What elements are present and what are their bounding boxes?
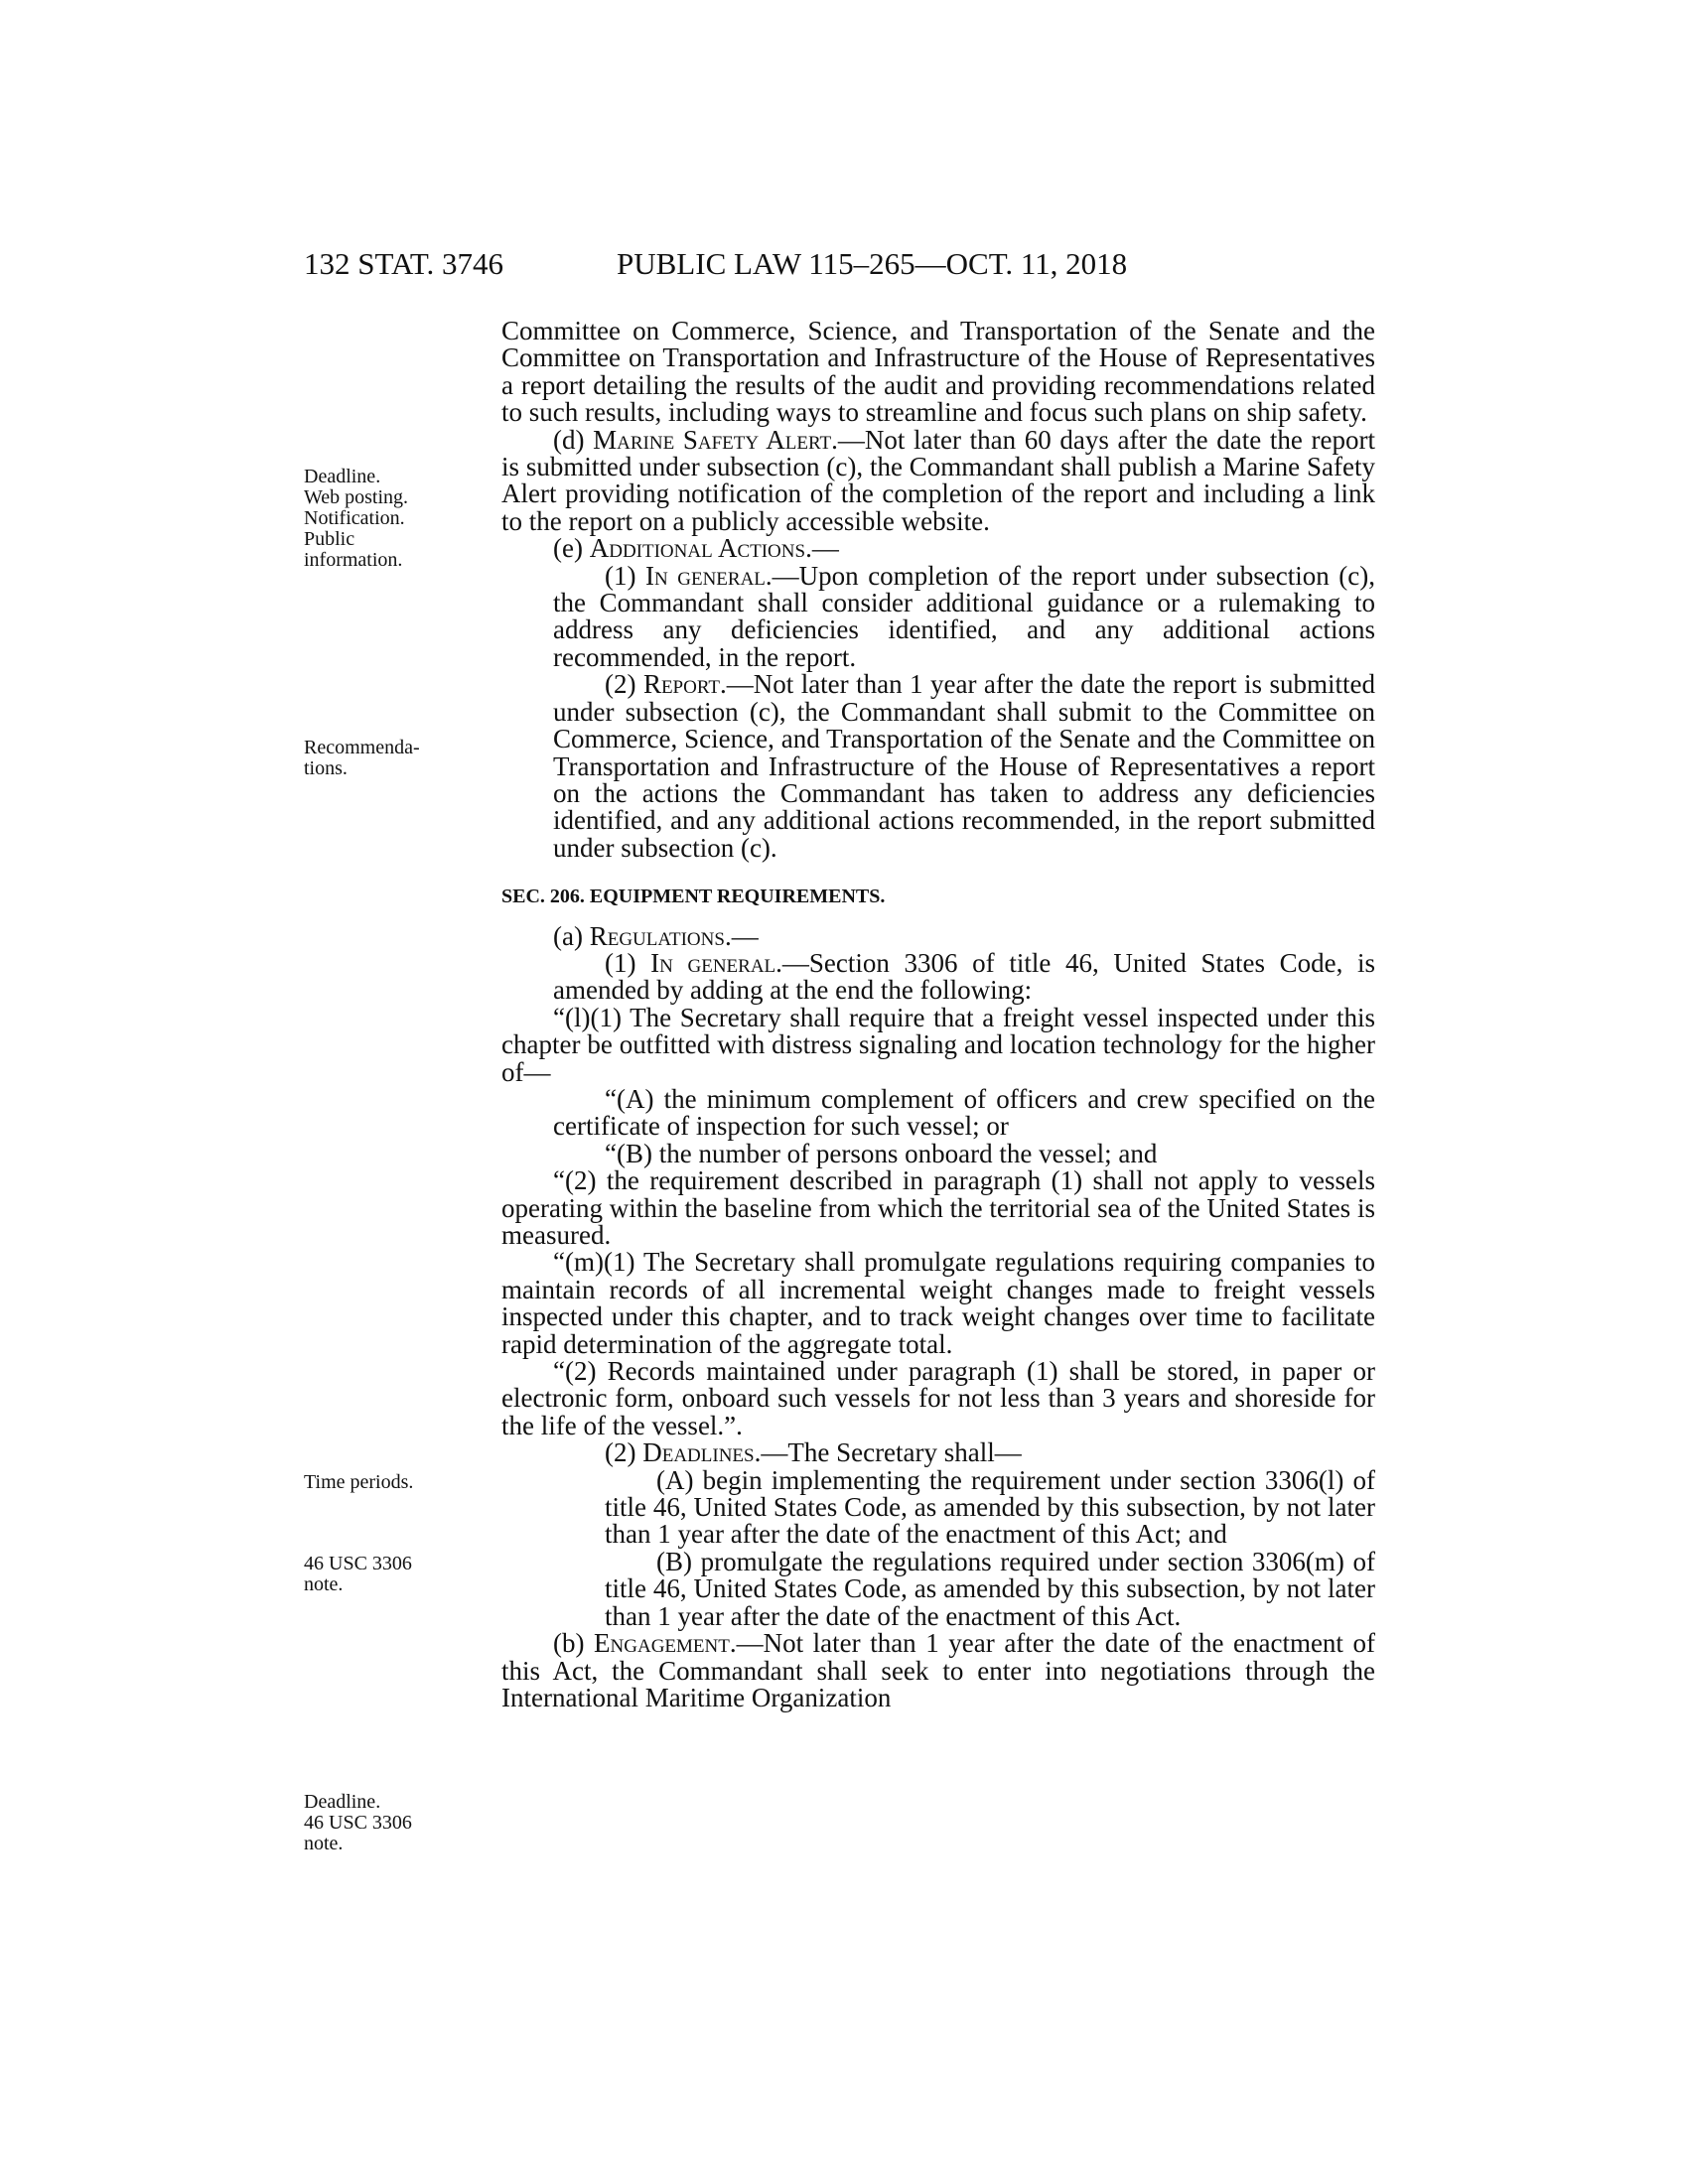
margin-note bbox=[304, 1472, 453, 1493]
paragraph-heading: In general. bbox=[645, 560, 773, 591]
subsection-heading: Regulations. bbox=[589, 920, 732, 951]
margin-note-line: Recommenda- bbox=[304, 737, 420, 758]
margin-note-line: Time periods. bbox=[304, 1471, 414, 1493]
margin-note-line: 46 USC 3306 bbox=[304, 1812, 412, 1834]
subparagraph-a2A: (A) begin implementing the requirement under section 3306(l) of title 46, United States Code, as amended by this subsection, by not later than 1 year after the date of the enactment of this Act; and bbox=[605, 1464, 1375, 1550]
page-citation: 132 STAT. 3746 bbox=[304, 246, 504, 281]
quoted-subsection-m1: “(m)(1) The Secretary shall promulgate regulations requiring companies to maintain records of all incremental weight changes made to freight vessels inspected under this chapter, and to track weight changes over time to facilitate rapid determination of the aggregate total. bbox=[501, 1247, 1375, 1359]
subsection-heading: Additional Actions. bbox=[589, 533, 812, 564]
paragraph-heading: Deadlines. bbox=[642, 1437, 762, 1468]
paragraph-heading: In general. bbox=[650, 947, 782, 978]
law-title: PUBLIC LAW 115–265—OCT. 11, 2018 bbox=[617, 246, 1128, 281]
margin-note-line: tions. bbox=[304, 757, 348, 779]
subsection-d: (d) Marine Safety Alert.—Not later than 60 days after the date the report is submitted under subsection (c), the Commandant shall publish a Marine Safety Alert providing notification of the completion of the report and including a link to the report on a publicly accessible website. bbox=[501, 424, 1375, 536]
margin-note-line: note. bbox=[304, 1573, 344, 1595]
margin-note bbox=[304, 467, 453, 571]
margin-note-line: Deadline. bbox=[304, 1791, 381, 1813]
subsection-a: (a) Regulations.— bbox=[553, 920, 759, 951]
margin-note-line: 46 USC 3306 bbox=[304, 1553, 412, 1574]
margin-note-line: Deadline. bbox=[304, 466, 381, 487]
paragraph-a2: (2) Deadlines.—The Secretary shall— bbox=[605, 1437, 1022, 1468]
subsection-b: (b) Engagement.—Not later than 1 year after the date of the enactment of this Act, the Commandant shall seek to enter into negotiations through the International Maritime Organization bbox=[501, 1628, 1375, 1712]
subsection-heading: Engagement. bbox=[594, 1628, 737, 1659]
margin-note bbox=[304, 1792, 453, 1854]
paragraph-e2: (2) Report.—Not later than 1 year after the date the report is submitted under subsection (c), the Commandant shall submit to the Committee on Commerce, Science, and Transportation of the Senate and the Committee on Transportation and Infrastructure of the House of Representatives a report on the actions the Commandant has taken to address any deficiencies identified, and any additional actions recommended, in the report submitted under subsection (c). bbox=[553, 669, 1375, 863]
quoted-clause-A: “(A) the minimum complement of officers and crew specified on the certificate of inspection for such vessel; or bbox=[553, 1083, 1375, 1142]
margin-note bbox=[304, 1554, 453, 1595]
paragraph-continued: Committee on Commerce, Science, and Transportation of the Senate and the Committee on Transportation and Infrastructure of the House of Representatives a report detailing the results of the audit and providing recommendations related to such results, including ways to streamline and focus such plans on ship safety. bbox=[501, 316, 1375, 428]
subparagraph-a2B: (B) promulgate the regulations required under section 3306(m) of title 46, United States Code, as amended by this subsection, by not later than 1 year after the date of the enactment of this Act. bbox=[605, 1546, 1375, 1631]
margin-note bbox=[304, 738, 453, 779]
statute-body bbox=[501, 318, 1375, 1711]
margin-note-line: Web posting. bbox=[304, 486, 409, 508]
quoted-subsection-l1: “(l)(1) The Secretary shall require that a freight vessel inspected under this chapter be outfitted with distress signaling and location technology for the higher of— bbox=[501, 1002, 1375, 1087]
quoted-paragraph-l2: “(2) the requirement described in paragraph (1) shall not apply to vessels operating within the baseline from which the territorial sea of the United States is measured. bbox=[501, 1165, 1375, 1250]
paragraph-e1: (1) In general.—Upon completion of the report under subsection (c), the Commandant shall consider additional guidance or a rulemaking to address any deficiencies identified, and any additional actions recommended, in the report. bbox=[553, 560, 1375, 672]
subsection-heading: Marine Safety Alert. bbox=[593, 424, 838, 455]
quoted-paragraph-m2: “(2) Records maintained under paragraph (1) shall be stored, in paper or electronic form, onboard such vessels for not less than 3 years and shoreside for the life of the vessel.”. bbox=[501, 1356, 1375, 1440]
section-heading: SEC. 206. EQUIPMENT REQUIREMENTS. bbox=[501, 886, 886, 908]
margin-note-line: note. bbox=[304, 1833, 344, 1854]
paragraph-heading: Report. bbox=[642, 669, 727, 700]
paragraph-a1: (1) In general.—Section 3306 of title 46, United States Code, is amended by adding at the end the following: bbox=[553, 947, 1376, 1006]
quoted-clause-B: “(B) the number of persons onboard the vessel; and bbox=[605, 1138, 1158, 1168]
subsection-e: (e) Additional Actions.— bbox=[553, 533, 839, 564]
margin-note-line: Public bbox=[304, 528, 355, 550]
margin-note-line: Notification. bbox=[304, 507, 405, 529]
margin-note-line: information. bbox=[304, 549, 403, 571]
